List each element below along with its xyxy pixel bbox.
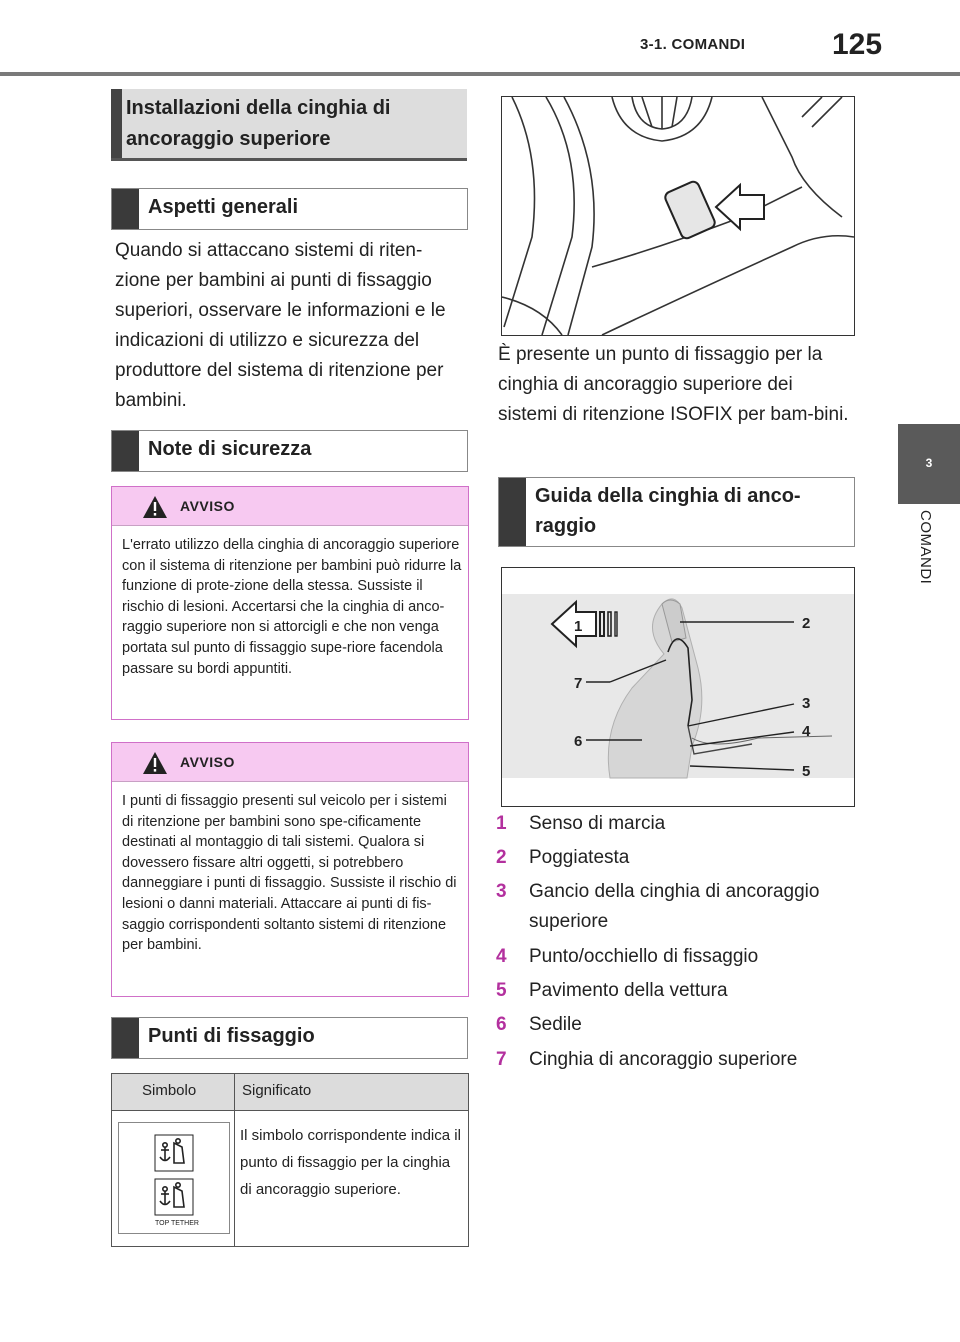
symbol-table	[111, 1073, 469, 1247]
top-tether-icon	[119, 1123, 229, 1233]
legend-number: 5	[496, 980, 507, 1001]
main-heading-text: Installazioni della cinghia di ancoraggio superiore	[126, 97, 391, 150]
table-header-meaning-text: Significato	[242, 1082, 312, 1099]
callout-3: 3	[802, 695, 811, 712]
legend-number: 1	[496, 813, 507, 834]
chapter-side-label-text: COMANDI	[917, 510, 934, 585]
chapter-number: 3	[925, 456, 933, 470]
anchor-points-heading	[111, 1017, 468, 1059]
warning-box-1	[111, 486, 469, 720]
warning-text: I punti di fissaggio presenti sul veicolo per i sistemi di ritenzione per bambini sono spe-cificamente destinati al montaggio di tali sistemi. Qualora si dovessero fissare altri oggetti, si potrebbero danneggiare i punti di fissaggio. Sussiste il rischio di lesioni o danni materiali. Attaccare ai punti di fis-saggio corrispondenti soltanto sistemi di ritenzione per bambini.	[122, 793, 457, 954]
legend-text: Punto/occhiello di fissaggio	[529, 946, 759, 967]
warning-label: AVVISO	[180, 498, 235, 514]
callout-5: 5	[802, 763, 811, 780]
table-meaning-text: Il simbolo corrispondente indica il punto di fissaggio per la cinghia di ancoraggio superiore.	[240, 1127, 461, 1198]
legend-number: 6	[496, 1014, 507, 1035]
figure-anchor-location	[501, 96, 855, 336]
legend-text: Poggiatesta	[529, 847, 630, 868]
callout-4: 4	[802, 723, 811, 740]
heading-bar	[499, 478, 526, 546]
figure-tether-routing	[501, 567, 855, 807]
safety-heading	[111, 430, 468, 472]
legend-text: Pavimento della vettura	[529, 980, 728, 1001]
chapter-side-label	[908, 510, 938, 620]
callout-6: 6	[574, 733, 583, 750]
legend-number: 4	[496, 946, 507, 967]
legend-text: Senso di marcia	[529, 813, 666, 834]
page-number: 125	[832, 28, 883, 61]
legend-number: 3	[496, 881, 507, 902]
legend-text: Gancio della cinghia di ancoraggio superiore	[529, 881, 820, 932]
general-heading	[111, 188, 468, 230]
top-tether-symbol	[118, 1122, 230, 1234]
warning-text: L'errato utilizzo della cinghia di ancoraggio superiore con il sistema di ritenzione per bambini può ridurre la funzione di prote-zione della stessa. Sussiste il rischio di lesioni. Accertarsi che la cinghia di anco-raggio superiore non si attorcigli e che non venga portata sul punto di fissaggio supe-riore facendola passare su bordi appuntiti.	[122, 537, 462, 677]
safety-heading-text: Note di sicurezza	[148, 438, 312, 460]
warning-header	[112, 487, 468, 526]
tether-routing-illustration	[502, 568, 854, 806]
heading-bar	[112, 189, 139, 229]
callout-7: 7	[574, 675, 583, 692]
anchor-points-heading-text: Punti di fissaggio	[148, 1025, 315, 1047]
header-rule	[0, 72, 960, 76]
running-header-section: 3-1. COMANDI	[640, 36, 746, 53]
callout-1: 1	[574, 618, 583, 635]
guide-heading	[498, 477, 855, 547]
legend-number: 7	[496, 1049, 507, 1070]
callout-2: 2	[802, 615, 811, 632]
table-divider	[234, 1074, 235, 1246]
general-heading-text: Aspetti generali	[148, 196, 299, 218]
legend-number: 2	[496, 847, 507, 868]
warning-box-2	[111, 742, 469, 997]
warning-label: AVVISO	[180, 754, 235, 770]
heading-bar	[112, 1018, 139, 1058]
table-header-meaning	[234, 1074, 468, 1111]
warning-triangle-icon	[142, 495, 168, 519]
table-header-symbol	[112, 1074, 234, 1111]
anchor-location-illustration	[502, 97, 854, 335]
top-tether-caption: TOP TETHER	[155, 1220, 199, 1227]
table-header-symbol-text: Simbolo	[142, 1082, 197, 1099]
figure1-caption: È presente un punto di fissaggio per la cinghia di ancoraggio superiore dei sistemi di ritenzione ISOFIX per bam-bini.	[498, 344, 849, 425]
warning-header	[112, 743, 468, 782]
legend-text: Sedile	[529, 1014, 582, 1035]
general-paragraph: Quando si attaccano sistemi di riten-zione per bambini ai punti di fissaggio superiori, osservare le informazioni e le indicazioni di utilizzo e sicurezza del produttore del sistema di ritenzione per bambini.	[115, 240, 446, 411]
guide-heading-text: Guida della cinghia di anco-raggio	[535, 485, 801, 537]
main-heading	[111, 89, 467, 161]
heading-bar	[111, 89, 122, 158]
legend-text: Cinghia di ancoraggio superiore	[529, 1049, 798, 1070]
arrow-icon	[716, 185, 764, 229]
heading-bar	[112, 431, 139, 471]
warning-triangle-icon	[142, 751, 168, 775]
